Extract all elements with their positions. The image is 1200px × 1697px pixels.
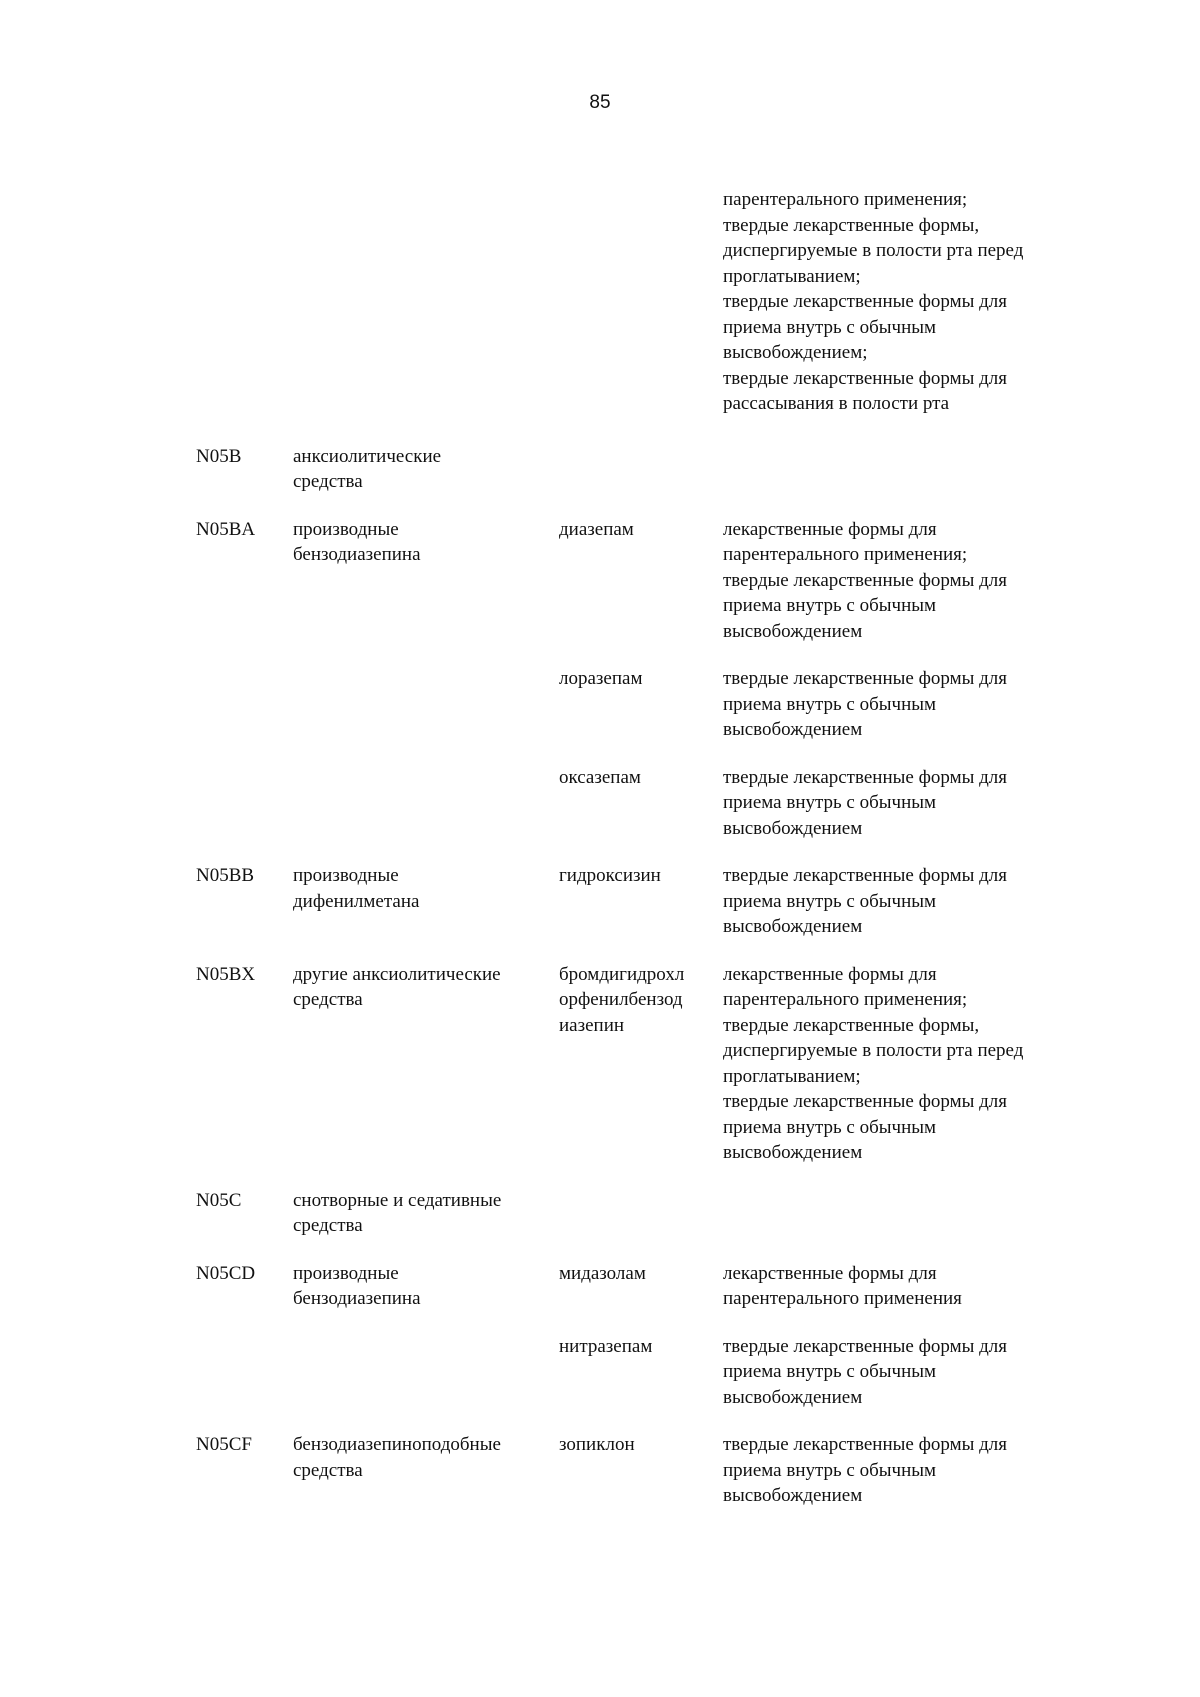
table-row — [196, 765, 1096, 864]
drug-name: нитразепам — [559, 1335, 653, 1357]
drug-name: бромдигидрохл орфенилбензод иазепин — [559, 963, 685, 1036]
drug-name: зопиклон — [559, 1434, 635, 1455]
atc-code: N05CF — [196, 1434, 252, 1455]
atc-code: N05B — [196, 445, 242, 467]
atc-code: N05CD — [196, 1262, 256, 1284]
table-row — [196, 187, 1096, 444]
table-row — [196, 1334, 1096, 1433]
drug-name: гидроксизин — [559, 865, 661, 886]
dosage-forms — [723, 444, 1096, 517]
table-row — [196, 1432, 1096, 1531]
pharmacological-group: другие анксиолитические средства — [293, 963, 501, 1010]
pharmacological-group — [293, 1334, 559, 1433]
drug-name — [559, 187, 723, 444]
pharmacological-group: производные дифенилметана — [293, 865, 420, 912]
dosage-forms: твердые лекарственные формы для приема внутрь с обычным высвобождением — [723, 668, 1008, 740]
page-number: 85 — [589, 92, 611, 113]
atc-code — [196, 666, 293, 765]
drug-name: лоразепам — [559, 668, 643, 689]
atc-code: N05BX — [196, 963, 256, 985]
table-row — [196, 863, 1096, 962]
dosage-forms: твердые лекарственные формы для приема внутрь с обычным высвобождением — [723, 1434, 1008, 1506]
drug-name — [559, 1188, 723, 1261]
atc-code — [196, 187, 293, 444]
table-row — [196, 1188, 1096, 1261]
pharmacological-group: анксиолитические средства — [293, 445, 442, 492]
pharmacological-group — [293, 187, 559, 444]
pharmacological-group: бензодиазепиноподобные средства — [293, 1434, 501, 1481]
atc-code: N05BA — [196, 518, 256, 540]
dosage-forms: лекарственные формы для парентерального применения; твердые лекарственные формы, диспергируемые в полости рта перед проглатыванием; твердые лекарственные формы для приема внутрь с обычным высвобождением — [723, 963, 1024, 1163]
drug-name: мидазолам — [559, 1262, 646, 1284]
pharmacological-group: снотворные и седативные средства — [293, 1189, 502, 1236]
drug-name: диазепам — [559, 518, 634, 540]
dosage-forms: парентерального применения; твердые лекарственные формы, диспергируемые в полости рта перед проглатыванием; твердые лекарственные формы для приема внутрь с обычным высвобождением; твердые лекарственные формы для рассасывания в полости рта — [723, 189, 1024, 414]
table-row — [196, 444, 1096, 517]
dosage-forms: твердые лекарственные формы для приема внутрь с обычным высвобождением — [723, 1335, 1008, 1408]
pharmacological-group — [293, 765, 559, 864]
pharmacological-group: производные бензодиазепина — [293, 1262, 421, 1309]
pharmacological-group — [293, 666, 559, 765]
dosage-forms — [723, 1188, 1096, 1261]
table-row — [196, 1261, 1096, 1334]
dosage-forms: твердые лекарственные формы для приема внутрь с обычным высвобождением — [723, 766, 1008, 839]
drug-name: оксазепам — [559, 766, 641, 788]
atc-code: N05C — [196, 1189, 242, 1211]
dosage-forms: лекарственные формы для парентерального применения; твердые лекарственные формы для приема внутрь с обычным высвобождением — [723, 518, 1008, 642]
pharmacological-group: производные бензодиазепина — [293, 518, 421, 565]
table-row — [196, 962, 1096, 1188]
drug-name — [559, 444, 723, 517]
atc-code: N05BB — [196, 865, 255, 886]
table-row — [196, 666, 1096, 765]
dosage-forms: твердые лекарственные формы для приема внутрь с обычным высвобождением — [723, 865, 1008, 937]
atc-code — [196, 765, 293, 864]
dosage-forms: лекарственные формы для парентерального применения — [723, 1262, 962, 1309]
medication-table — [196, 187, 1096, 1531]
atc-code — [196, 1334, 293, 1433]
table-row — [196, 517, 1096, 667]
